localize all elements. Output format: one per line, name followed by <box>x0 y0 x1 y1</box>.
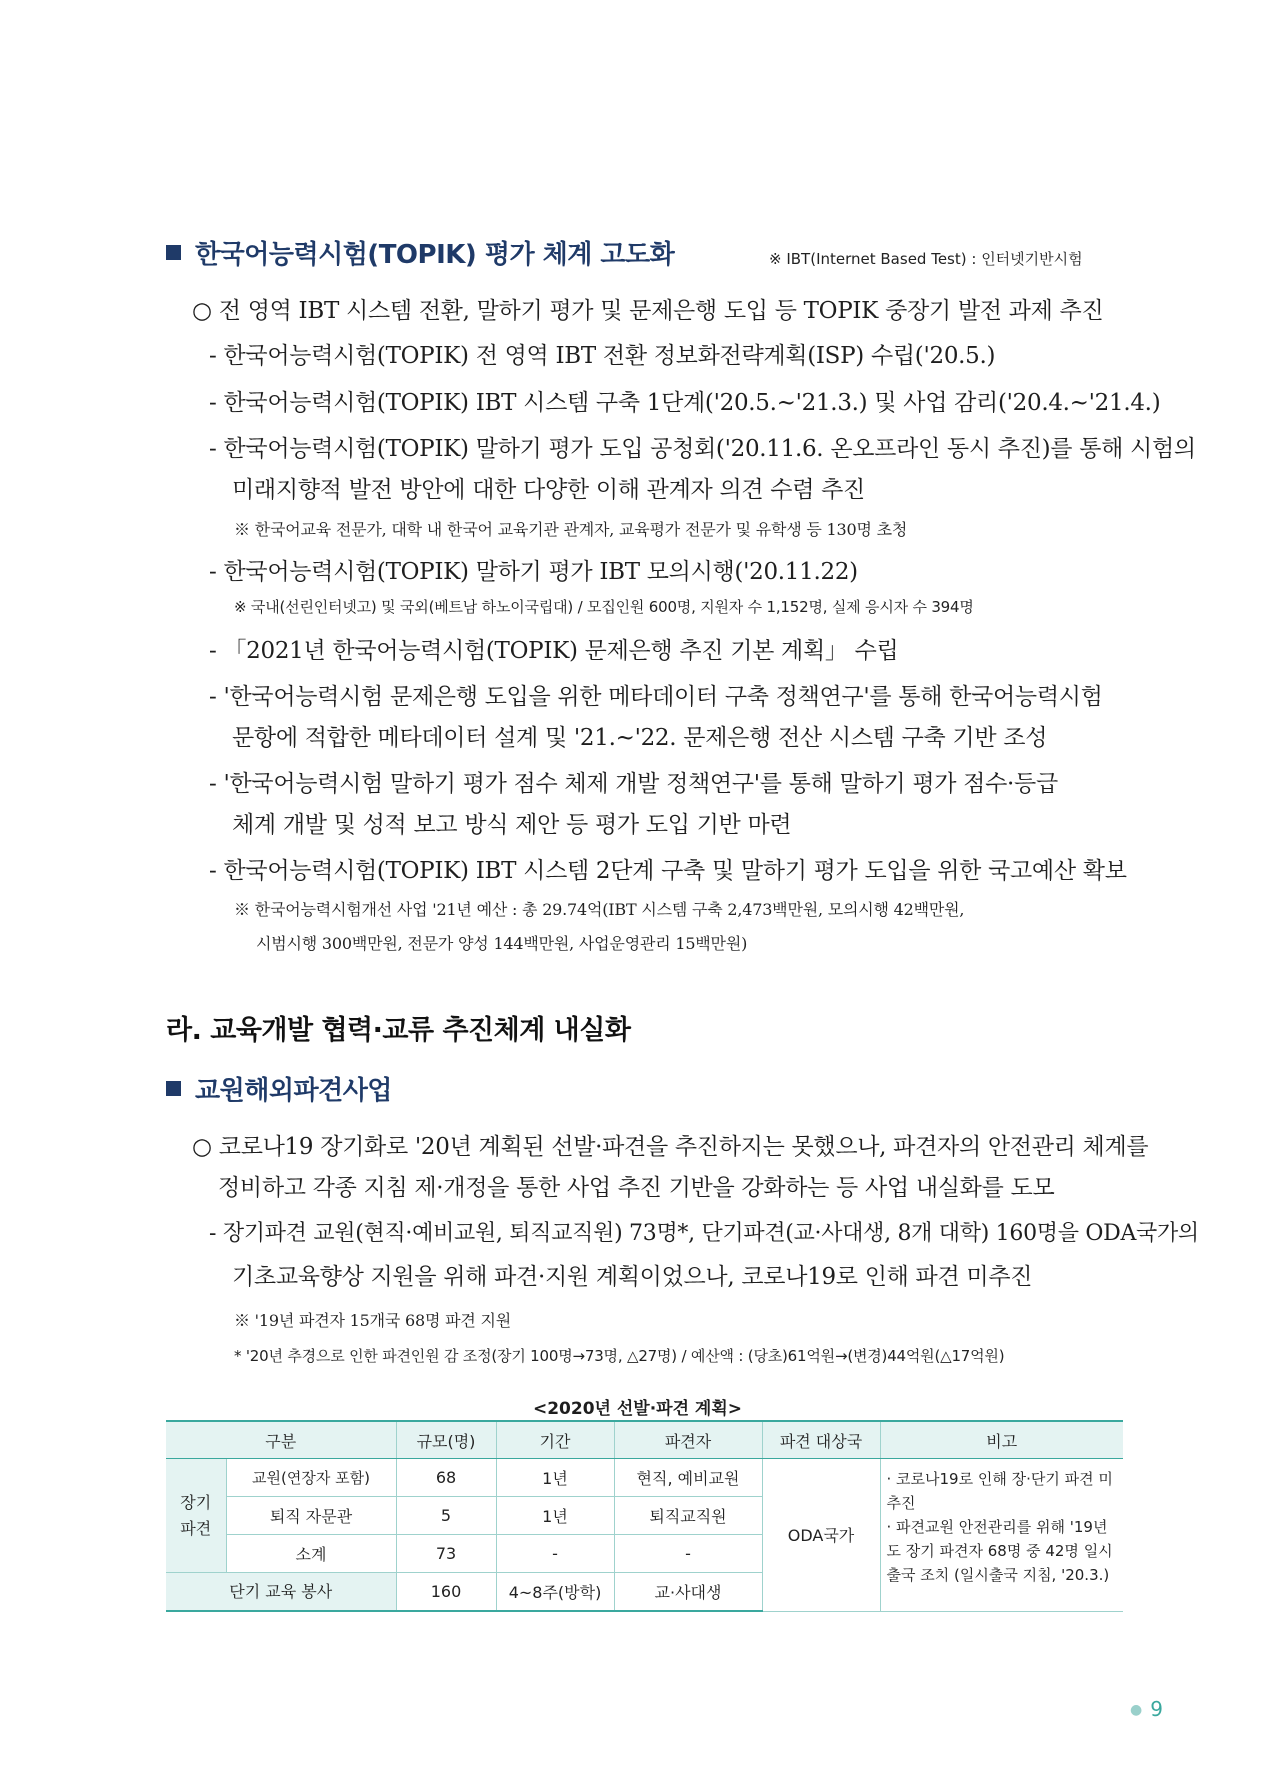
cell-remarks <box>880 1459 1123 1612</box>
table-row <box>166 1459 1123 1497</box>
note: ※ 국내(선린인터넷고) 및 국외(베트남 하노이국립대) / 모집인원 600명, 지원자 수 1,152명, 실제 응시자 수 394명 <box>234 598 974 616</box>
table-caption: <2020년 선발·파견 계획> <box>532 1399 743 1419</box>
list-item: - '한국어능력시험 말하기 평가 점수 체제 개발 정책연구'를 통해 말하기 평가 점수·등급 <box>209 771 1058 797</box>
cell-period: - <box>496 1535 614 1573</box>
square-bullet-icon <box>166 1081 181 1096</box>
cell-short-label: 단기 교육 봉사 <box>166 1573 396 1612</box>
header-cell: 파견 대상국 <box>762 1421 880 1459</box>
cell-country: ODA국가 <box>762 1459 880 1612</box>
list-item: - 장기파견 교원(현직·예비교원, 퇴직교직원) 73명*, 단기파견(교·사대생, 8개 대학) 160명을 ODA국가의 <box>209 1221 1199 1246</box>
cell-period: 4~8주(방학) <box>496 1573 614 1612</box>
list-item-cont: 문항에 적합한 메타데이터 설계 및 '21.~'22. 문제은행 전산 시스템 구축 기반 조성 <box>232 725 1048 751</box>
list-item: - 한국어능력시험(TOPIK) 말하기 평가 IBT 모의시행('20.11.22) <box>209 559 858 585</box>
list-item: - 한국어능력시험(TOPIK) 전 영역 IBT 전환 정보화전략계획(ISP) 수립('20.5.) <box>209 343 996 369</box>
section-title-teacher: 교원해외파견사업 <box>166 1070 392 1107</box>
header-cell: 파견자 <box>614 1421 762 1459</box>
list-item-cont: 기초교육향상 지원을 위해 파견·지원 계획이었으나, 코로나19로 인해 파견 미추진 <box>232 1264 1033 1290</box>
dot-icon: ● <box>1130 1702 1143 1718</box>
cell-count: 73 <box>396 1535 496 1573</box>
cell-count: 68 <box>396 1459 496 1497</box>
cell-sub: 소계 <box>226 1535 396 1573</box>
cell-period: 1년 <box>496 1497 614 1535</box>
cell-who: 현직, 예비교원 <box>614 1459 762 1497</box>
header-cell: 기간 <box>496 1421 614 1459</box>
list-item: - 「2021년 한국어능력시험(TOPIK) 문제은행 추진 기본 계획」 수립 <box>209 638 899 664</box>
ibt-side-note: ※ IBT(Internet Based Test) : 인터넷기반시험 <box>769 250 1083 268</box>
cell-sub: 교원(연장자 포함) <box>226 1459 396 1497</box>
square-bullet-icon <box>166 245 181 260</box>
note: ※ 한국어능력시험개선 사업 '21년 예산 : 총 29.74억(IBT 시스템 구축 2,473백만원, 모의시행 42백만원, <box>234 900 965 919</box>
section-heading-ra: 라. 교육개발 협력·교류 추진체계 내실화 <box>166 1015 631 1046</box>
table-header-row <box>166 1421 1123 1459</box>
list-item-cont: 체계 개발 및 성적 보고 방식 제안 등 평가 도입 기반 마련 <box>232 812 792 838</box>
remark-line: · 파견교원 안전관리를 위해 '19년도 장기 파견자 68명 중 42명 일시출국 조치 (일시출국 지침, '20.3.) <box>886 1518 1113 1584</box>
header-cell: 구분 <box>166 1421 396 1459</box>
main-bullet-cont: 정비하고 각종 지침 제·개정을 통한 사업 추진 기반을 강화하는 등 사업 내실화를 도모 <box>218 1175 1055 1201</box>
list-item-cont: 미래지향적 발전 방안에 대한 다양한 이해 관계자 의견 수렴 추진 <box>232 477 865 503</box>
note: * '20년 추경으로 인한 파견인원 감 조정(장기 100명→73명, △27명) / 예산액 : (당초)61억원→(변경)44억원(△17억원) <box>234 1347 1005 1365</box>
group-cell-long: 장기 파견 <box>166 1459 226 1573</box>
cell-who: - <box>614 1535 762 1573</box>
cell-count: 5 <box>396 1497 496 1535</box>
cell-who: 교·사대생 <box>614 1573 762 1612</box>
list-item: - 한국어능력시험(TOPIK) IBT 시스템 구축 1단계('20.5.~'21.3.) 및 사업 감리('20.4.~'21.4.) <box>209 390 1161 416</box>
remark-line: · 코로나19로 인해 장·단기 파견 미추진 <box>886 1470 1113 1512</box>
note-cont: 시범시행 300백만원, 전문가 양성 144백만원, 사업운영관리 15백만원) <box>256 934 748 953</box>
note: ※ '19년 파견자 15개국 68명 파견 지원 <box>234 1311 512 1330</box>
list-item: - '한국어능력시험 문제은행 도입을 위한 메타데이터 구축 정책연구'를 통해 한국어능력시험 <box>209 684 1103 710</box>
cell-sub: 퇴직 자문관 <box>226 1497 396 1535</box>
section-title-topik: 한국어능력시험(TOPIK) 평가 체계 고도화 <box>166 234 674 271</box>
cell-who: 퇴직교직원 <box>614 1497 762 1535</box>
header-cell: 비고 <box>880 1421 1123 1459</box>
header-cell: 규모(명) <box>396 1421 496 1459</box>
list-item: - 한국어능력시험(TOPIK) 말하기 평가 도입 공청회('20.11.6. 온오프라인 동시 추진)를 통해 시험의 <box>209 436 1196 462</box>
main-bullet: ○ 전 영역 IBT 시스템 전환, 말하기 평가 및 문제은행 도입 등 TOPIK 중장기 발전 과제 추진 <box>192 298 1104 324</box>
main-bullet: ○ 코로나19 장기화로 '20년 계획된 선발·파견을 추진하지는 못했으나, 파견자의 안전관리 체계를 <box>192 1134 1149 1160</box>
page-number: ● 9 <box>1130 1697 1163 1721</box>
cell-count: 160 <box>396 1573 496 1612</box>
plan-table <box>166 1420 1123 1612</box>
cell-period: 1년 <box>496 1459 614 1497</box>
list-item: - 한국어능력시험(TOPIK) IBT 시스템 2단계 구축 및 말하기 평가 도입을 위한 국고예산 확보 <box>209 858 1127 884</box>
note: ※ 한국어교육 전문가, 대학 내 한국어 교육기관 관계자, 교육평가 전문가 및 유학생 등 130명 초청 <box>234 520 908 539</box>
